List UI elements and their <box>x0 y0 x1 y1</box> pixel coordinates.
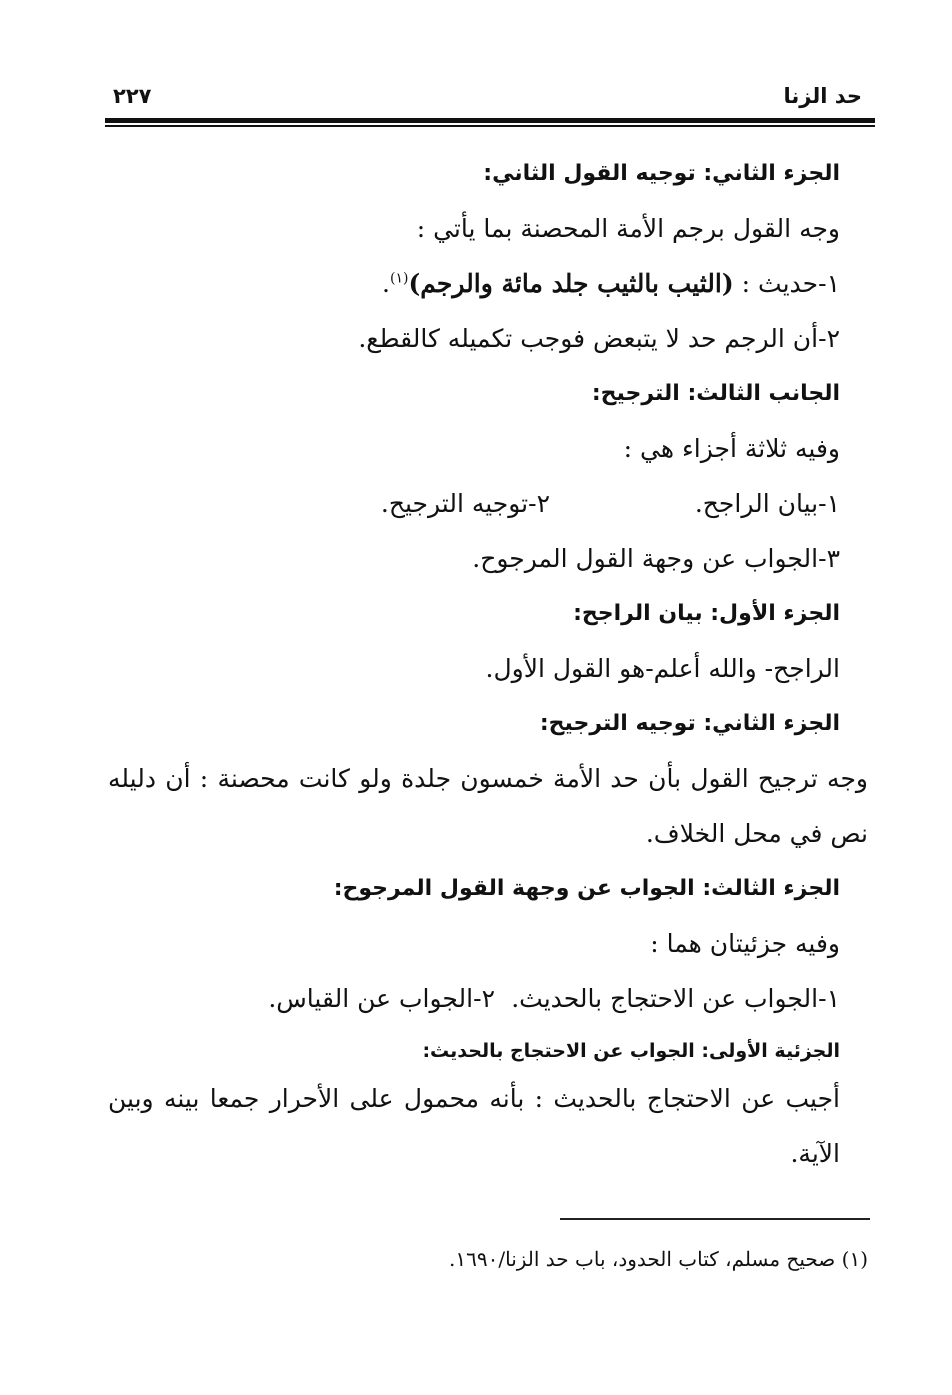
paragraph: وجه القول برجم الأمة المحصنة بما يأتي : <box>416 214 840 243</box>
list-item: ١-بيان الراجح. <box>694 489 840 518</box>
footnote-separator <box>560 1218 870 1220</box>
list-item: ٢-الجواب عن القياس. <box>268 984 495 1013</box>
two-column-list <box>108 480 840 535</box>
running-title: حد الزنا <box>783 84 862 108</box>
paragraph-line: وجه ترجيح القول بأن حد الأمة خمسون جلدة ولو كانت محصنة : أن دليله <box>108 764 868 793</box>
running-header <box>105 82 870 116</box>
section-heading: الجزء الأول: بيان الراجح: <box>573 601 840 626</box>
main-text <box>108 150 868 1185</box>
list-item: ٣-الجواب عن وجهة القول المرجوح. <box>472 544 840 573</box>
paragraph-line: أجيب عن الاحتجاج بالحديث : بأنه محمول على الأحرار جمعا بينه وبين <box>108 1084 840 1113</box>
paragraph: الراجح- والله أعلم-هو القول الأول. <box>485 654 840 683</box>
section-heading: الجزء الثاني: توجيه الترجيح: <box>539 711 840 736</box>
list-item-end: . <box>382 269 390 298</box>
list-item: ١-الجواب عن الاحتجاج بالحديث. <box>511 984 840 1013</box>
subsection-heading: الجزئية الأولى: الجواب عن الاحتجاج بالحديث: <box>422 1040 840 1062</box>
paragraph-line: الآية. <box>790 1139 840 1168</box>
header-rule-thick <box>105 118 875 123</box>
section-heading: الجانب الثالث: الترجيح: <box>591 381 840 406</box>
hadith-quote: (الثيب بالثيب جلد مائة والرجم) <box>408 269 734 298</box>
section-heading: الجزء الثالث: الجواب عن وجهة القول المرجوح: <box>333 876 840 901</box>
list-item-text: ١-حديث : <box>733 269 840 298</box>
two-column-list <box>108 975 840 1030</box>
list-item: ٢-توجيه الترجيح. <box>380 489 550 518</box>
paragraph: وفيه جزئيتان هما : <box>650 929 840 958</box>
list-item <box>108 260 840 315</box>
footnote: (١) صحيح مسلم، كتاب الحدود، باب حد الزنا/١٦٩٠. <box>449 1247 868 1271</box>
paragraph-line: نص في محل الخلاف. <box>645 819 868 848</box>
section-heading: الجزء الثاني: توجيه القول الثاني: <box>483 161 840 186</box>
list-item: ٢-أن الرجم حد لا يتبعض فوجب تكميله كالقطع. <box>358 324 840 353</box>
paragraph: وفيه ثلاثة أجزاء هي : <box>623 434 840 463</box>
footnote-marker: (١) <box>389 270 409 287</box>
header-rule-thin <box>105 125 875 127</box>
page-number: ٢٢٧ <box>113 84 152 108</box>
